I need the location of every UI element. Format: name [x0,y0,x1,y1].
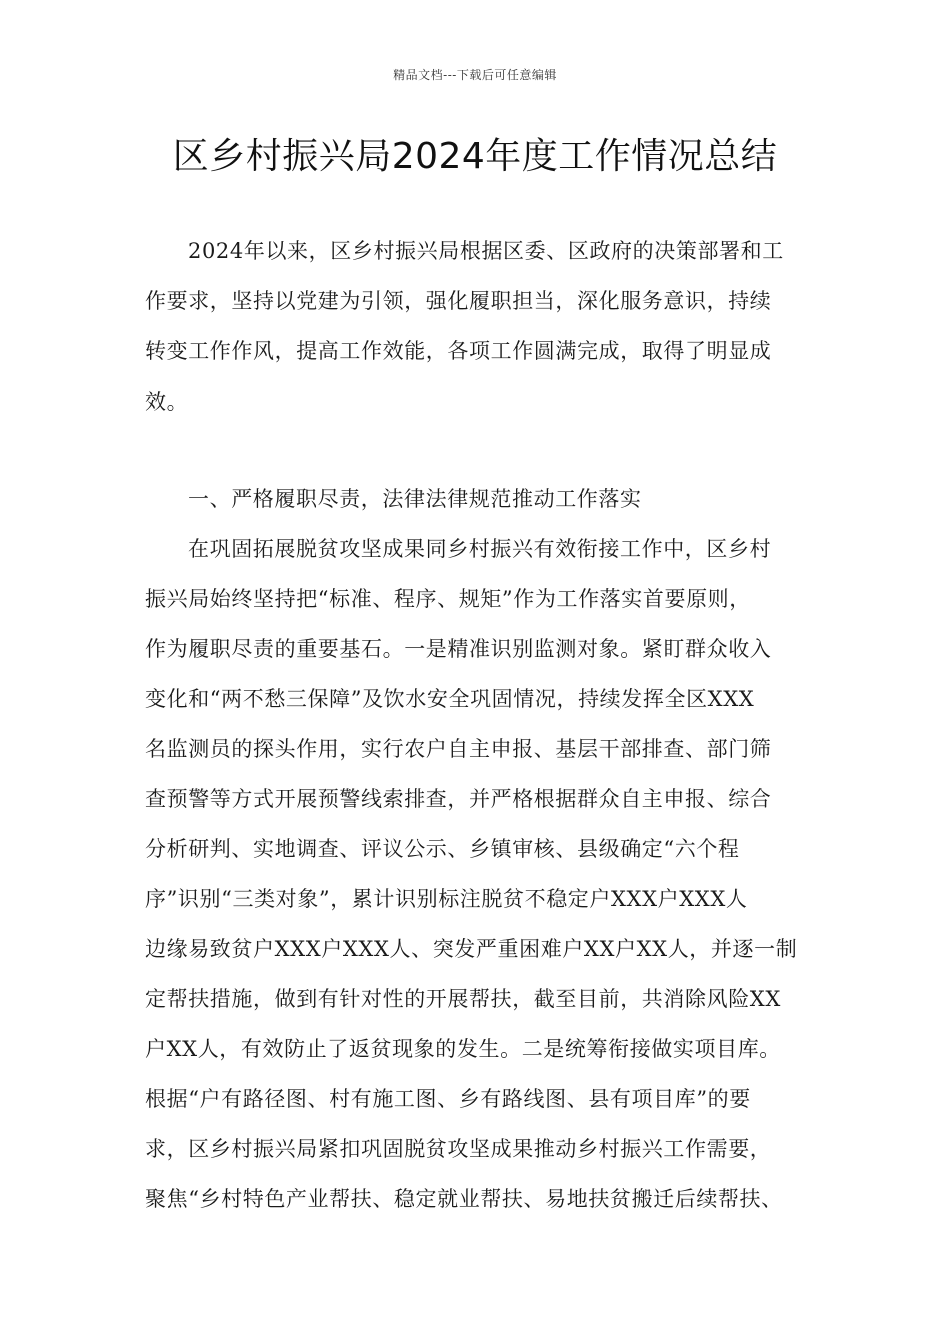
body-line: 变化和“两不愁三保障”及饮水安全巩固情况，持续发挥全区XXX [145,687,755,711]
body-line: 边缘易致贫户XXX户XXX人、突发严重困难户XX户XX人，并逐一制 [145,937,798,961]
body-line: 查预警等方式开展预警线索排查，并严格根据群众自主申报、综合 [145,787,772,811]
intro-line: 作要求，坚持以党建为引领，强化履职担当，深化服务意识，持续 [145,289,772,313]
body-line: 户XX人，有效防止了返贫现象的发生。二是统筹衔接做实项目库。 [145,1037,781,1061]
body-line: 振兴局始终坚持把“标准、程序、规矩”作为工作落实首要原则， [145,587,751,611]
document-title: 区乡村振兴局2024年度工作情况总结 [172,136,778,177]
intro-line: 效。 [145,390,189,414]
body-line: 分析研判、实地调查、评议公示、乡镇审核、县级确定“六个程 [145,837,740,861]
body-line: 在巩固拓展脱贫攻坚成果同乡村振兴有效衔接工作中，区乡村 [188,537,772,561]
body-line: 求，区乡村振兴局紧扣巩固脱贫攻坚成果推动乡村振兴工作需要， [145,1137,772,1161]
intro-line: 转变工作作风，提高工作效能，各项工作圆满完成，取得了明显成 [145,339,772,363]
body-line: 定帮扶措施，做到有针对性的开展帮扶，截至目前，共消除风险XX [145,987,781,1011]
body-line: 根据“户有路径图、村有施工图、乡有路线图、县有项目库”的要 [145,1087,751,1111]
body-line: 聚焦“乡村特色产业帮扶、稳定就业帮扶、易地扶贫搬迁后续帮扶、 [145,1187,783,1211]
section-heading: 一、严格履职尽责，法律法律规范推动工作落实 [188,487,642,511]
body-line: 序”识别“三类对象”，累计识别标注脱贫不稳定户XXX户XXX人 [145,887,748,911]
header-note: 精品文档---下载后可任意编辑 [393,68,557,82]
body-line: 作为履职尽责的重要基石。一是精准识别监测对象。紧盯群众收入 [145,637,772,661]
intro-line: 2024年以来，区乡村振兴局根据区委、区政府的决策部署和工 [188,239,784,263]
body-line: 名监测员的探头作用，实行农户自主申报、基层干部排查、部门筛 [145,737,772,761]
